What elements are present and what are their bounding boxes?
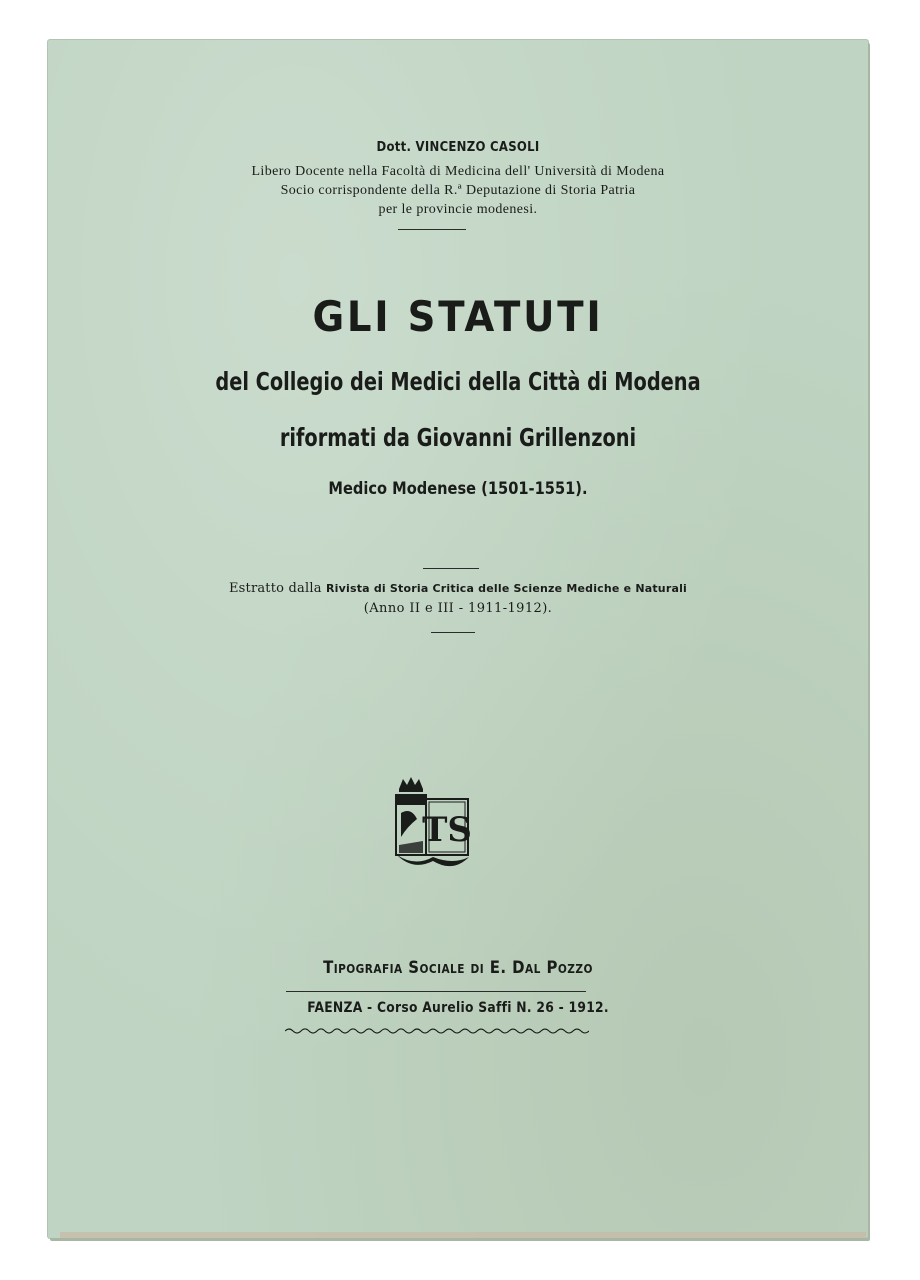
author-credential-1: Libero Docente nella Facoltà di Medicina dell' Università di Modena — [251, 164, 665, 179]
extract-volume: (Anno II e III - 1911-1912). — [363, 601, 553, 616]
printer-address: FAENZA - Corso Aurelio Saffi N. 26 - 1912. — [307, 1000, 609, 1016]
divider-rule-2 — [423, 568, 479, 569]
journal-name: Rivista di Storia Critica delle Scienze Mediche e Naturali — [326, 582, 688, 595]
title-page — [48, 40, 868, 1238]
emblem-letters: TS — [422, 810, 472, 850]
subtitle-line-2: riformati da Giovanni Grillenzoni — [279, 423, 637, 452]
extract-prefix: Estratto dalla — [228, 581, 322, 596]
main-title: GLI STATUTI — [312, 292, 604, 341]
printer-name: Tipografia Sociale di E. Dal Pozzo — [323, 958, 593, 978]
subtitle-line-3: Medico Modenese (1501-1551). — [328, 479, 588, 499]
divider-rule-4 — [286, 991, 586, 992]
wavy-rule — [285, 1026, 589, 1036]
author-credential-3: per le provincie modenesi. — [378, 202, 538, 217]
author-credential-2: Socio corrispondente della R.ª Deputazione di Storia Patria — [280, 183, 636, 198]
divider-rule-1 — [398, 229, 466, 230]
author-name: Dott. VINCENZO CASOLI — [376, 140, 540, 155]
page-edge-bottom — [60, 1232, 866, 1238]
divider-rule-3 — [431, 632, 475, 633]
printer-mark-icon — [393, 775, 473, 875]
subtitle-line-1: del Collegio dei Medici della Città di Modena — [215, 367, 701, 396]
extract-note — [48, 581, 868, 596]
